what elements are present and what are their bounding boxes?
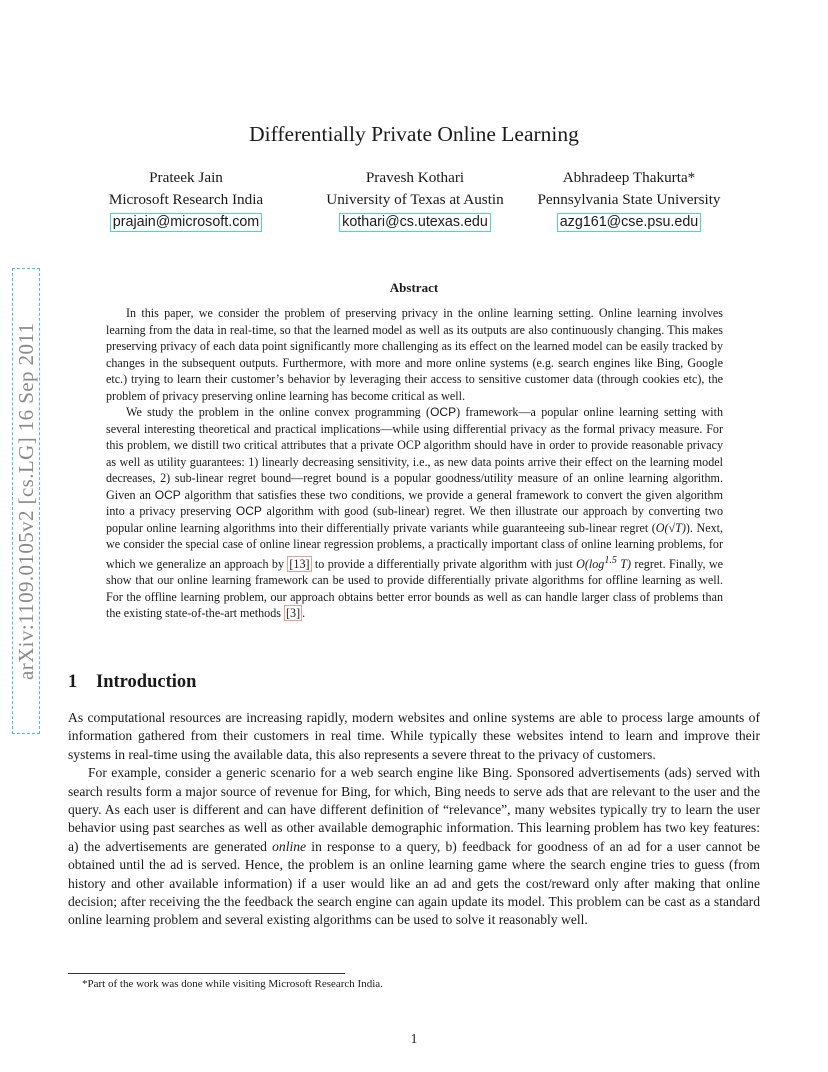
author-email-link[interactable]: prajain@microsoft.com [110, 213, 262, 232]
author-email-link[interactable]: kothari@cs.utexas.edu [339, 213, 491, 232]
ocp-term: OCP [154, 487, 181, 502]
author-name: Abhradeep Thakurta* [562, 169, 696, 186]
author-name: Pravesh Kothari [365, 169, 465, 186]
math-expression: $O(\log^{1.5}$ T) [576, 554, 632, 571]
author-affiliation: Pennsylvania State University [537, 191, 721, 208]
intro-paragraph: For example, consider a generic scenario for a web search engine like Bing. Sponsored advertisements (ads) served with search results form a major source of revenue for Bing, for which, Bing needs to serve ads that are relevant to the user and the query. As each user is different and can have different definition of “relevance”, many websites typically try to learn the user behavior using past searches as well as other available demographic information. This learning problem has two key features: a) the advertisements are generated online in response to a query, b) feedback for goodness of an ad for a user cannot be obtained until the ad is served. Hence, the problem is an online learning game where the search engine tries to guess (from history and other available information) if a user would like an ad and gets the cost/reward only after making that online decision; after receiving the the feedback the search engine can again update its model. This problem can be cast as a standard online learning problem and several existing algorithms can be used to solve it reasonably well. [68, 765, 761, 928]
paper-title: Differentially Private Online Learning [249, 122, 579, 146]
author-affiliation: Microsoft Research India [108, 191, 264, 208]
footnote: *Part of the work was done while visiting Microsoft Research India. [82, 978, 383, 990]
intro-paragraph: As computational resources are increasing rapidly, modern websites and online systems are able to process large amounts of information gathered from their customers in real time. While typically these websites intend to learn and improve their systems in real-time using the available data, this also represents a severe threat to the privacy of customers. [68, 710, 760, 762]
citation-link[interactable]: [13] [289, 556, 310, 571]
arxiv-stamp: arXiv:1109.0105v2 [cs.LG] 16 Sep 2011 [12, 268, 40, 734]
author-block [524, 167, 734, 233]
ocp-term: OCP [235, 504, 262, 518]
abstract-paragraph: In this paper, we consider the problem of preserving privacy in the online learning setting. Online learning involves learning from the data in real-time, so that the learned model as well as its outputs are also continuously changing. This makes preserving privacy of each data point significantly more challenging as its effect on the learned model can be easily tracked by changes in the subsequent outputs. Furthermore, with more and more online systems (e.g. search engines like Bing, Google etc.) trying to learn their customer’s behavior by leveraging their access to sensitive customer data (through cookies etc), the problem of privacy preserving online learning has become critical as well. [106, 306, 723, 403]
abstract-heading: Abstract [389, 280, 439, 295]
author-email-link[interactable]: azg161@cse.psu.edu [557, 213, 702, 232]
section-heading [68, 672, 196, 693]
abstract-paragraph: We study the problem in the online convex programming (OCP) framework—a popular online learning setting with several interesting theoretical and practical implications—while using differential privacy as the formal privacy measure. For this problem, we distill two critical attributes that a private OCP algorithm should have in order to provide reasonable privacy as well as utility guarantees: 1) linearly decreasing sensitivity, i.e., as new data points arrive their effect on the learning model decreases, 2) sub-linear regret bound—regret bound is a popular goodness/utility measure of an online learning algorithm. Given an OCP algorithm that satisfies these two conditions, we provide a general framework to convert the given algorithm into a privacy preserving OCP algorithm with good (sub-linear) regret. We then illustrate our approach by converting two popular online learning algorithms into their differentially private variants while guaranteeing sub-linear regret (O(√T)). Next, we consider the special case of online linear regression problems, a practically important class of online learning problems, for which we generalize an approach by [13] to provide a differentially private algorithm with just $O(\log^{1.5}$ T) regret. Finally, we show that our online learning framework can be used to provide differentially private algorithms for offline learning as well. For the offline learning problem, our approach obtains better error bounds as well as can handle larger class of problems than the existing state-of-the-art methods [3] . [106, 405, 724, 621]
author-block [298, 167, 532, 233]
author-name: Prateek Jain [149, 169, 223, 186]
page-number: 1 [410, 1031, 418, 1046]
section-title: Introduction [96, 672, 197, 692]
citation-link[interactable]: [3] [286, 606, 301, 621]
author-affiliation: University of Texas at Austin [326, 191, 504, 208]
author-block [98, 167, 274, 233]
ocp-term: OCP [430, 405, 457, 419]
section-number: 1 [68, 672, 78, 692]
abstract-body [106, 305, 723, 622]
footnote-rule [68, 973, 345, 974]
math-expression: O(√T) [655, 520, 686, 535]
introduction-body [68, 709, 760, 930]
